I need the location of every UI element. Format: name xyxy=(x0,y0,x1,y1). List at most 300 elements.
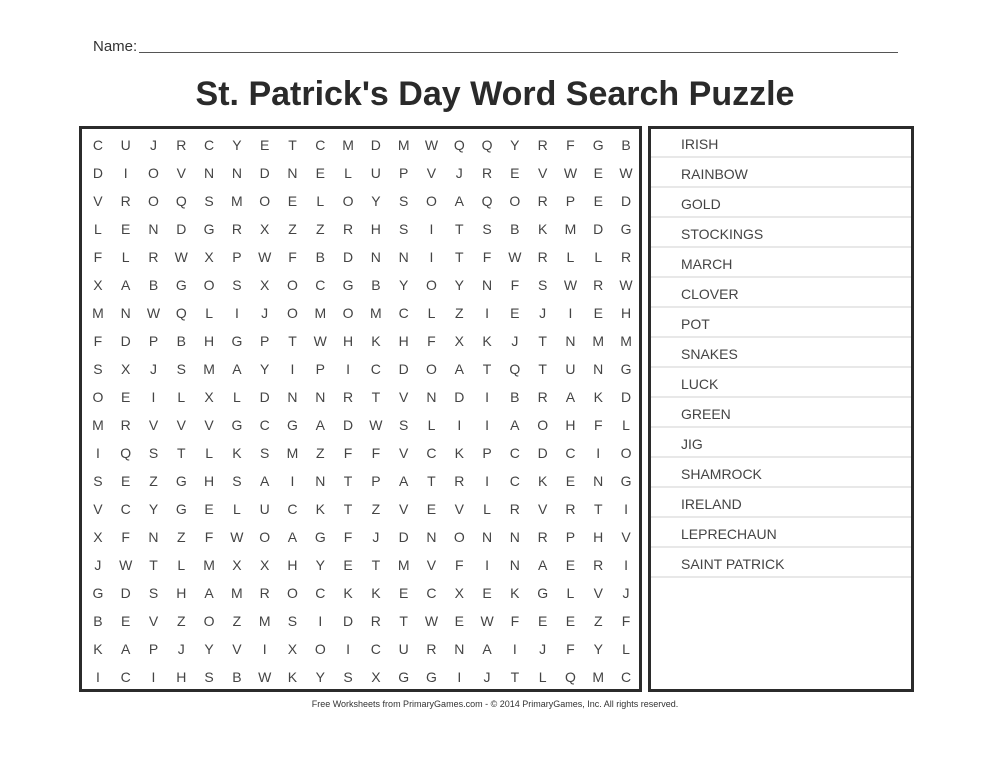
grid-letter: K xyxy=(343,585,353,601)
grid-letter: F xyxy=(593,417,603,433)
grid-letter: C xyxy=(509,445,520,461)
grid-letter: N xyxy=(398,249,409,265)
grid-letter: L xyxy=(94,221,102,237)
grid-letter: T xyxy=(482,361,492,377)
grid-letter: A xyxy=(482,641,492,657)
grid-letter: R xyxy=(120,417,131,433)
grid-letter: E xyxy=(565,557,576,573)
grid-letter: Z xyxy=(177,613,186,629)
name-field[interactable] xyxy=(93,36,898,56)
grid-letter: E xyxy=(482,585,492,601)
grid-letter: C xyxy=(259,417,270,433)
grid-letter: K xyxy=(371,585,381,601)
grid-letter: H xyxy=(593,529,604,545)
grid-letter: L xyxy=(622,417,630,433)
grid-letter: D xyxy=(370,137,381,153)
grid-letter: R xyxy=(481,165,493,181)
grid-letter: L xyxy=(344,165,352,181)
grid-letter: W xyxy=(258,249,272,265)
grid-letter: N xyxy=(315,389,326,405)
grid-letter: I xyxy=(151,389,156,405)
grid-letter: J xyxy=(539,305,547,321)
grid-letter: N xyxy=(509,529,520,545)
grid-letter: R xyxy=(426,641,437,657)
grid-letter: C xyxy=(565,445,576,461)
grid-letter: G xyxy=(620,361,632,377)
grid-letter: L xyxy=(177,557,186,573)
grid-letter: I xyxy=(429,221,434,237)
grid-letter: M xyxy=(286,445,299,461)
grid-letter: M xyxy=(314,305,327,321)
grid-letter: F xyxy=(204,529,214,545)
grid-letter: E xyxy=(121,473,131,489)
grid-letter: B xyxy=(315,249,325,265)
grid-letter: E xyxy=(510,165,520,181)
grid-letter: G xyxy=(175,473,187,489)
grid-letter: Y xyxy=(260,361,270,377)
grid-letter: F xyxy=(566,137,575,153)
grid-letter: A xyxy=(315,417,325,433)
grid-letter: M xyxy=(564,221,577,237)
grid-letter: C xyxy=(426,445,437,461)
grid-letter: L xyxy=(566,585,575,601)
grid-letter: I xyxy=(485,473,489,489)
grid-letter: C xyxy=(509,473,520,489)
grid-letter: J xyxy=(149,137,157,153)
grid-letter: F xyxy=(371,445,381,461)
grid-letter: M xyxy=(231,193,243,209)
grid-letter: E xyxy=(260,137,270,153)
grid-letter: C xyxy=(370,361,381,377)
grid-letter: W xyxy=(563,165,578,181)
grid-letter: W xyxy=(424,613,439,629)
grid-letter: Y xyxy=(315,669,325,685)
grid-letter: M xyxy=(203,557,215,573)
word-list-item: SNAKES xyxy=(651,339,911,368)
grid-letter: V xyxy=(537,501,548,517)
grid-letter: S xyxy=(287,613,298,629)
grid-letter: F xyxy=(93,333,103,349)
grid-letter: O xyxy=(509,193,521,209)
grid-letter: N xyxy=(509,557,520,573)
grid-letter: A xyxy=(287,529,298,545)
grid-letter: F xyxy=(121,529,130,545)
grid-letter: L xyxy=(232,501,241,517)
grid-letter: N xyxy=(287,389,298,405)
grid-letter: F xyxy=(427,333,436,349)
grid-letter: S xyxy=(148,445,159,461)
grid-letter: H xyxy=(343,333,354,349)
grid-letter: R xyxy=(593,557,604,573)
grid-letter: J xyxy=(539,641,547,657)
grid-letter: G xyxy=(175,501,187,517)
grid-letter: G xyxy=(398,669,410,685)
grid-letter: D xyxy=(620,193,632,209)
grid-letter: R xyxy=(509,501,520,517)
grid-letter: O xyxy=(426,193,437,209)
grid-letter: T xyxy=(510,669,520,685)
grid-letter: I xyxy=(512,641,517,657)
grid-letter: E xyxy=(537,613,548,629)
grid-letter: H xyxy=(204,333,215,349)
grid-letter: I xyxy=(290,473,295,489)
name-label: Name: xyxy=(93,38,138,55)
grid-letter: W xyxy=(619,277,633,293)
grid-letter: H xyxy=(287,557,298,573)
grid-letter: N xyxy=(481,529,493,545)
grid-letter: I xyxy=(457,669,462,685)
grid-letter: R xyxy=(537,389,548,405)
word-list-item: JIG xyxy=(651,429,911,458)
grid-letter: N xyxy=(454,641,465,657)
grid-letter: W xyxy=(174,249,188,265)
grid-letter: Y xyxy=(315,557,325,573)
grid-letter: C xyxy=(315,277,326,293)
grid-letter: L xyxy=(177,389,186,405)
grid-letter: A xyxy=(537,557,548,573)
grid-letter: W xyxy=(619,165,633,181)
grid-letter: F xyxy=(510,613,520,629)
grid-letter: I xyxy=(346,641,351,657)
grid-letter: S xyxy=(398,221,409,237)
grid-letter: D xyxy=(259,165,270,181)
grid-letter: K xyxy=(315,501,325,517)
grid-letter: M xyxy=(620,333,632,349)
grid-letter: E xyxy=(565,473,576,489)
grid-letter: D xyxy=(454,389,465,405)
grid-letter: R xyxy=(537,529,548,545)
grid-letter: X xyxy=(287,641,298,657)
word-list-item: GOLD xyxy=(651,189,911,218)
grid-letter: X xyxy=(260,221,270,237)
grid-letter: O xyxy=(148,165,159,181)
grid-letter: N xyxy=(287,165,298,181)
grid-letter: M xyxy=(203,361,215,377)
grid-letter: Z xyxy=(288,221,297,237)
grid-letter: L xyxy=(483,501,491,517)
grid-letter: K xyxy=(482,333,492,349)
grid-letter: F xyxy=(566,641,575,657)
grid-letter: N xyxy=(120,305,131,321)
grid-letter: C xyxy=(204,137,215,153)
grid-letter: N xyxy=(593,473,604,489)
grid-letter: P xyxy=(148,641,159,657)
grid-letter: O xyxy=(426,361,437,377)
grid-letter: U xyxy=(370,165,381,181)
grid-letter: J xyxy=(622,585,630,601)
grid-letter: T xyxy=(343,473,353,489)
grid-letter: I xyxy=(568,305,573,321)
grid-letter: B xyxy=(510,221,520,237)
grid-letter: O xyxy=(342,193,354,209)
grid-letter: P xyxy=(565,529,576,545)
grid-letter: K xyxy=(232,445,242,461)
grid-letter: S xyxy=(260,445,270,461)
grid-letter: X xyxy=(454,333,464,349)
grid-letter: E xyxy=(426,501,437,517)
grid-letter: G xyxy=(231,333,243,349)
grid-letter: V xyxy=(148,613,159,629)
grid-letter: C xyxy=(120,501,131,517)
grid-letter: C xyxy=(315,585,326,601)
grid-letter: S xyxy=(204,193,214,209)
grid-letter: M xyxy=(231,585,243,601)
grid-letter: L xyxy=(316,193,325,209)
grid-letter: N xyxy=(481,277,493,293)
grid-letter: R xyxy=(370,613,381,629)
grid-letter: Q xyxy=(565,669,576,685)
grid-letter: J xyxy=(455,165,463,181)
grid-letter: K xyxy=(510,585,520,601)
grid-letter: W xyxy=(258,669,272,685)
grid-letter: L xyxy=(594,249,603,265)
grid-letter: S xyxy=(232,473,242,489)
grid-letter: D xyxy=(398,361,409,377)
grid-letter: I xyxy=(123,165,128,181)
grid-letter: P xyxy=(148,333,159,349)
grid-letter: X xyxy=(204,389,214,405)
grid-letter: S xyxy=(232,277,242,293)
grid-letter: Q xyxy=(175,305,187,321)
grid-letter: B xyxy=(510,389,520,405)
grid-letter: P xyxy=(232,249,242,265)
grid-letter: X xyxy=(93,277,103,293)
grid-letter: O xyxy=(453,529,465,545)
grid-letter: N xyxy=(593,361,604,377)
grid-letter: T xyxy=(371,389,381,405)
grid-letter: J xyxy=(372,529,380,545)
grid-letter: E xyxy=(565,613,576,629)
word-list-item: IRELAND xyxy=(651,489,911,518)
grid-letter: M xyxy=(397,557,410,573)
grid-letter: V xyxy=(398,445,409,461)
grid-letter: G xyxy=(620,221,632,237)
word-list-item: LUCK xyxy=(651,369,911,398)
grid-letter: D xyxy=(176,221,187,237)
grid-letter: O xyxy=(314,641,326,657)
grid-letter: M xyxy=(370,305,382,321)
grid-letter: K xyxy=(454,445,464,461)
grid-letter: C xyxy=(426,585,437,601)
grid-letter: J xyxy=(94,557,102,573)
grid-letter: U xyxy=(120,137,131,153)
grid-letter: P xyxy=(398,165,409,181)
grid-letter: V xyxy=(93,501,103,517)
grid-letter: V xyxy=(537,165,548,181)
grid-letter: W xyxy=(119,557,133,573)
word-list-panel xyxy=(648,126,914,692)
grid-letter: F xyxy=(482,249,492,265)
grid-letter: S xyxy=(343,669,353,685)
grid-letter: C xyxy=(620,669,632,685)
grid-letter: V xyxy=(176,417,186,433)
word-list xyxy=(651,129,911,578)
grid-letter: I xyxy=(262,641,267,657)
grid-letter: O xyxy=(203,277,215,293)
grid-letter: K xyxy=(537,221,548,237)
grid-letter: L xyxy=(205,445,213,461)
grid-letter: D xyxy=(259,389,270,405)
grid-letter: G xyxy=(287,417,298,433)
grid-letter: N xyxy=(370,249,381,265)
grid-letter: A xyxy=(121,277,131,293)
grid-letter: M xyxy=(258,613,271,629)
letter-grid-panel xyxy=(79,126,642,692)
grid-letter: S xyxy=(93,473,103,489)
grid-letter: B xyxy=(148,277,159,293)
grid-letter: F xyxy=(621,613,631,629)
grid-letter: R xyxy=(620,249,632,265)
grid-letter: U xyxy=(398,641,409,657)
grid-letter: K xyxy=(93,641,103,657)
grid-letter: Z xyxy=(315,221,325,237)
grid-letter: S xyxy=(537,277,548,293)
grid-letter: E xyxy=(454,613,464,629)
grid-letter: T xyxy=(593,501,603,517)
grid-letter: T xyxy=(427,473,436,489)
grid-letter: I xyxy=(346,361,351,377)
grid-letter: N xyxy=(565,333,576,349)
grid-letter: N xyxy=(148,529,159,545)
grid-letter: Z xyxy=(593,613,603,629)
grid-letter: M xyxy=(92,417,104,433)
grid-letter: F xyxy=(510,277,520,293)
grid-letter: H xyxy=(176,585,187,601)
grid-letter: C xyxy=(315,137,326,153)
grid-letter: I xyxy=(429,249,434,265)
grid-letter: T xyxy=(288,137,297,153)
word-list-item: SHAMROCK xyxy=(651,459,911,488)
grid-letter: Y xyxy=(232,137,242,153)
grid-letter: Y xyxy=(148,501,159,517)
grid-letter: A xyxy=(121,641,131,657)
grid-letter: R xyxy=(259,585,270,601)
grid-letter: Y xyxy=(398,277,409,293)
grid-letter: F xyxy=(454,557,464,573)
word-list-item: GREEN xyxy=(651,399,911,428)
grid-letter: I xyxy=(485,389,489,405)
grid-letter: J xyxy=(149,361,157,377)
word-list-item: LEPRECHAUN xyxy=(651,519,911,548)
grid-letter: F xyxy=(343,445,353,461)
grid-letter: S xyxy=(176,361,186,377)
grid-letter: C xyxy=(120,669,131,685)
word-list-item: IRISH xyxy=(651,129,911,158)
grid-letter: I xyxy=(485,305,489,321)
grid-letter: H xyxy=(176,669,187,685)
grid-letter: I xyxy=(95,445,100,461)
grid-letter: S xyxy=(204,669,214,685)
grid-letter: W xyxy=(369,417,383,433)
grid-letter: X xyxy=(371,669,381,685)
grid-letter: O xyxy=(342,305,354,321)
grid-letter: G xyxy=(175,277,187,293)
grid-letter: V xyxy=(176,165,186,181)
word-list-item: CLOVER xyxy=(651,279,911,308)
grid-letter: C xyxy=(287,501,298,517)
grid-letter: G xyxy=(342,277,354,293)
grid-letter: L xyxy=(566,249,575,265)
word-list-item: MARCH xyxy=(651,249,911,278)
grid-letter: Q xyxy=(175,193,187,209)
grid-letter: A xyxy=(204,585,214,601)
grid-letter: K xyxy=(371,333,381,349)
grid-letter: B xyxy=(371,277,381,293)
grid-letter: G xyxy=(537,585,549,601)
grid-letter: D xyxy=(620,389,632,405)
grid-letter: P xyxy=(565,193,576,209)
grid-letter: P xyxy=(371,473,381,489)
grid-letter: L xyxy=(205,305,213,321)
grid-letter: U xyxy=(259,501,270,517)
grid-letter: A xyxy=(260,473,270,489)
grid-letter: I xyxy=(290,361,295,377)
grid-letter: V xyxy=(93,193,103,209)
grid-letter: K xyxy=(287,669,298,685)
grid-letter: G xyxy=(231,417,243,433)
grid-letter: Z xyxy=(177,529,186,545)
grid-letter: M xyxy=(592,669,605,685)
grid-letter: R xyxy=(537,249,548,265)
grid-letter: G xyxy=(592,137,604,153)
grid-letter: U xyxy=(565,361,576,377)
grid-letter: J xyxy=(483,669,491,685)
grid-letter: E xyxy=(287,193,298,209)
grid-letter: T xyxy=(454,249,464,265)
grid-letter: I xyxy=(485,557,489,573)
grid-letter: W xyxy=(313,333,327,349)
grid-letter: R xyxy=(454,473,465,489)
grid-letter: E xyxy=(593,193,603,209)
grid-letter: T xyxy=(343,501,353,517)
grid-letter: J xyxy=(261,305,269,321)
grid-letter: S xyxy=(148,585,159,601)
grid-letter: W xyxy=(146,305,161,321)
grid-letter: E xyxy=(121,613,131,629)
grid-letter: I xyxy=(624,501,628,517)
grid-letter: W xyxy=(230,529,244,545)
grid-letter: Y xyxy=(510,137,520,153)
grid-letter: S xyxy=(398,417,409,433)
word-list-item: SAINT PATRICK xyxy=(651,549,911,578)
grid-letter: A xyxy=(232,361,242,377)
grid-letter: Y xyxy=(454,277,464,293)
grid-letter: T xyxy=(177,445,186,461)
grid-letter: I xyxy=(457,417,462,433)
grid-letter: N xyxy=(148,221,159,237)
grid-letter: S xyxy=(93,361,103,377)
grid-letter: A xyxy=(454,193,464,209)
word-list-item: STOCKINGS xyxy=(651,219,911,248)
grid-letter: E xyxy=(121,389,131,405)
grid-letter: O xyxy=(287,585,298,601)
grid-letter: T xyxy=(538,333,547,349)
grid-letter: T xyxy=(371,557,381,573)
grid-letter: W xyxy=(508,249,522,265)
grid-letter: G xyxy=(203,221,215,237)
grid-letter: T xyxy=(454,221,464,237)
grid-letter: R xyxy=(565,501,576,517)
grid-letter: N xyxy=(426,529,437,545)
grid-letter: K xyxy=(593,389,603,405)
grid-letter: L xyxy=(622,641,630,657)
grid-letter: D xyxy=(120,333,131,349)
name-write-line[interactable] xyxy=(139,51,898,53)
grid-letter: L xyxy=(121,249,130,265)
grid-letter: X xyxy=(260,557,270,573)
grid-letter: B xyxy=(621,137,631,153)
grid-letter: O xyxy=(203,613,215,629)
